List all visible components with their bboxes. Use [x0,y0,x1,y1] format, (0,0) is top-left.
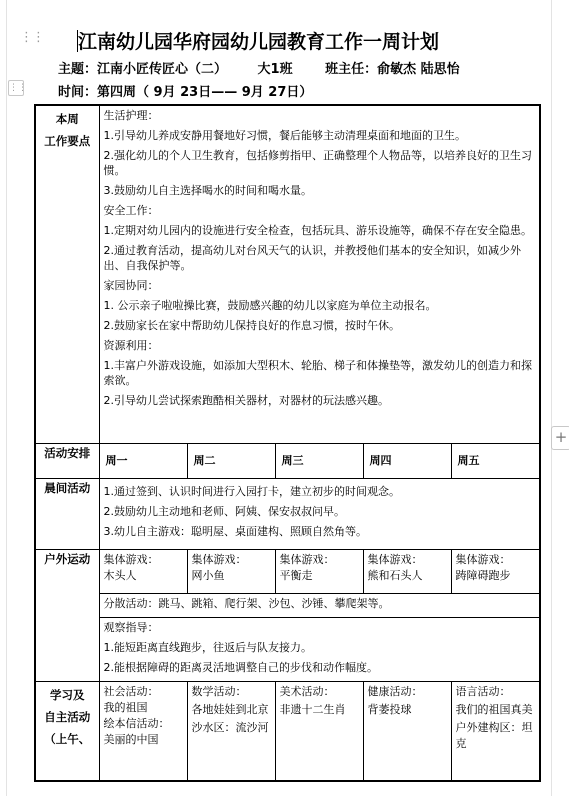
learning-wednesday-cell[interactable] [275,681,363,781]
drag-handle-icon[interactable]: ⋮⋮ [20,30,44,45]
activity-area: 户外建构区：坦克 [455,720,533,750]
learning-label-2: 自主活动 [44,709,91,724]
schedule-label-cell[interactable]: 活动安排 [35,443,99,478]
group-game-cell[interactable] [363,549,451,593]
morning-label-cell[interactable]: 晨间活动 [35,478,99,549]
group-game-label: 集体游戏： [279,552,335,566]
focus-paragraph: 安全工作： [103,204,159,217]
group-game-cell[interactable] [99,549,187,593]
morning-item: 2.鼓励幼儿主动地和老师、阿姨、保安叔叔问早。 [103,504,345,518]
activity-type: 健康活动： [367,684,423,698]
focus-paragraph: 2.通过教育活动，提高幼儿对台风天气的认识，并教授他们基本的安全知识，如减少外出、自我保护等。 [103,244,521,272]
activity-name: 美丽的中国 [103,732,159,746]
group-game-label: 集体游戏： [367,552,423,566]
activity-type: 社会活动： [103,684,159,698]
theme-line[interactable] [58,58,460,77]
focus-paragraph: 1.丰富户外游戏设施，如添加大型积木、轮胎、梯子和体操垫等，激发幼儿的创造力和探索欲。 [103,359,532,387]
table-handle-icon[interactable]: ⋮⋮ [8,80,24,96]
group-game-name: 木头人 [103,568,137,582]
learning-tuesday-cell[interactable] [187,681,275,781]
activity-name: 各地娃娃到北京 [191,702,269,716]
outdoor-scattered-row [35,593,540,617]
guidance-item: 2.能根据障碍的距离灵活地调整自己的步伐和动作幅度。 [103,660,378,674]
day-wednesday[interactable]: 周三 [275,443,363,478]
page-edge-right [551,0,552,796]
focus-paragraph: 家园协同： [103,279,159,292]
focus-paragraph: 1. 公示亲子啦啦操比赛，鼓励感兴趣的幼儿以家庭为单位主动报名。 [103,299,437,312]
morning-item: 1.通过签到、认识时间进行入园打卡，建立初步的时间观念。 [103,484,400,498]
activity-name: 我们的祖国真美 [455,702,533,716]
focus-paragraph: 资源利用： [103,339,159,352]
guidance-item: 1.能短距离直线跑步，往返后与队友接力。 [103,640,312,654]
focus-paragraph: 2.引导幼儿尝试探索跑酷相关器材，对器材的玩法感兴趣。 [103,394,389,407]
focus-paragraph: 2.强化幼儿的个人卫生教育，包括修剪指甲、正确整理个人物品等，以培养良好的卫生习惯。 [103,149,532,177]
schedule-row [35,443,540,478]
group-game-cell[interactable] [275,549,363,593]
time-line[interactable]: 时间：第四周（ 9月 23日—— 9月 27日） [58,85,313,100]
learning-label-1: 学习及 [50,687,85,702]
focus-label-1: 本周 [55,112,79,126]
scattered-activity-cell[interactable]: 分散活动：跳马、跳箱、爬行架、沙包、沙锤、攀爬架等。 [99,593,540,617]
learning-row [35,681,540,781]
group-game-cell[interactable] [451,549,540,593]
group-game-name: 网小鱼 [191,568,225,582]
class-name: 大1班 [257,62,293,77]
focus-paragraph: 1.定期对幼儿园内的设施进行安全检查，包括玩具、游乐设施等，确保不存在安全隐患。 [103,224,532,237]
day-thursday[interactable]: 周四 [363,443,451,478]
outdoor-games-row [35,549,540,593]
day-monday[interactable]: 周一 [99,443,187,478]
activity-type: 美术活动： [279,684,335,698]
weekly-plan-table [34,104,541,782]
guidance-cell[interactable] [99,617,540,681]
outdoor-label-cell[interactable]: 户外运动 [35,549,99,681]
group-game-label: 集体游戏： [103,552,159,566]
theme-text: 主题：江南小匠传匠心（二） [58,62,228,77]
outdoor-guidance-row [35,617,540,681]
head-teacher: 班主任：俞敏杰 陆思怡 [325,62,460,77]
morning-row [35,478,540,549]
focus-paragraph: 生活护理： [103,109,159,122]
focus-paragraph: 1.引导幼儿养成安静用餐地好习惯，餐后能够主动清理桌面和地面的卫生。 [103,129,466,142]
activity-name: 我的祖国 [103,700,148,714]
morning-content-cell[interactable] [99,478,540,549]
activity-name: 背萎投球 [367,702,412,716]
activity-type: 数学活动： [191,684,247,698]
learning-friday-cell[interactable] [451,681,540,781]
activity-type: 语言活动： [455,684,511,698]
activity-type: 绘本信活动： [103,716,170,730]
focus-paragraph: 2.鼓励家长在家中帮助幼儿保持良好的作息习惯，按时午休。 [103,319,400,332]
learning-label-3: （上午、 [44,731,91,746]
add-column-icon[interactable]: + [551,426,569,450]
guidance-title: 观察指导： [103,620,159,634]
focus-label-2: 工作要点 [44,134,91,148]
focus-paragraph: 3.鼓励幼儿自主选择喝水的时间和喝水量。 [103,184,312,197]
learning-thursday-cell[interactable] [363,681,451,781]
page-edge-left [6,0,7,796]
focus-content-cell[interactable] [99,105,540,443]
group-game-cell[interactable] [187,549,275,593]
activity-area: 沙水区：流沙河 [191,720,269,734]
group-game-name: 踌障碍跑步 [455,568,511,582]
learning-monday-cell[interactable] [99,681,187,781]
group-game-label: 集体游戏： [455,552,511,566]
focus-label-cell[interactable] [35,105,99,443]
day-friday[interactable]: 周五 [451,443,540,478]
group-game-label: 集体游戏： [191,552,247,566]
day-tuesday[interactable]: 周二 [187,443,275,478]
morning-item: 3.幼儿自主游戏：聪明屋、桌面建构、照顾自然角等。 [103,524,367,538]
learning-label-cell[interactable] [35,681,99,781]
document-title[interactable]: 江南幼儿园华府园幼儿园教育工作一周计划 [78,31,440,53]
group-game-name: 平衡走 [279,568,313,582]
focus-row [35,105,540,443]
activity-name: 非遗十二生肖 [279,702,346,716]
group-game-name: 熊和石头人 [367,568,423,582]
